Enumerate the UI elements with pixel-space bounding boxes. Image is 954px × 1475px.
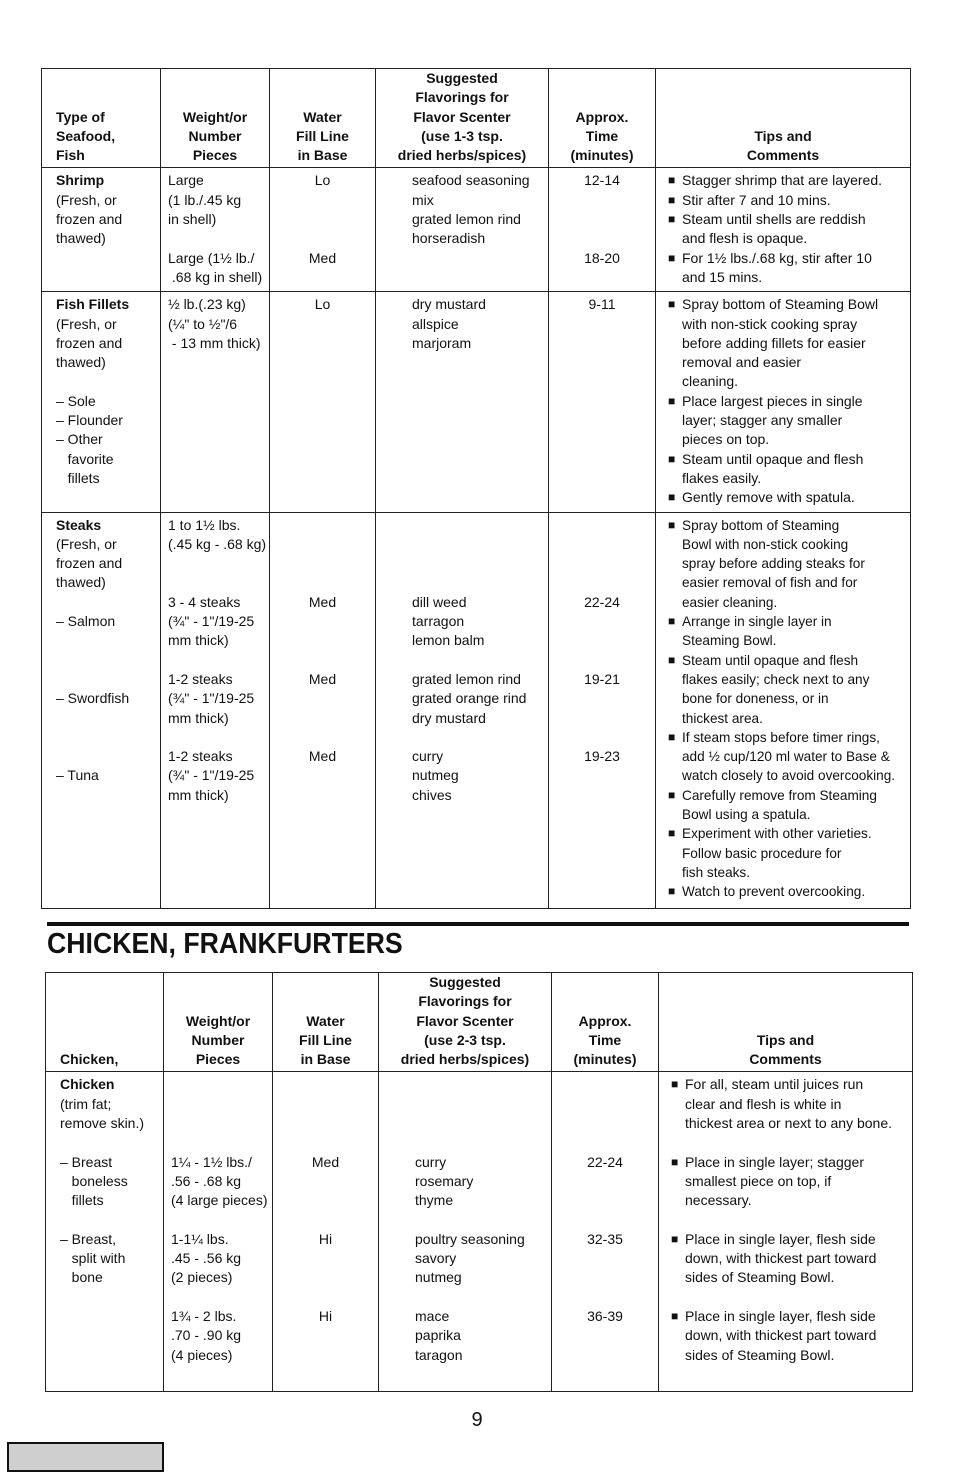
water-text: Lo (314, 296, 331, 313)
flavorings-text: curry rosemary thyme poultry seasoning savory nutmeg mace paprika taragon (415, 1153, 525, 1363)
type-title: Shrimp (56, 172, 105, 189)
bullet-icon: ■ (668, 826, 676, 841)
tip-item (668, 786, 910, 825)
footer-box (7, 1442, 164, 1472)
tip-text: For 1½ lbs./.68 kg, stir after 10 and 15 mins. (682, 249, 872, 285)
tip-text: Place in single layer, flesh side down, with thickest part toward sides of Steaming Bowl. (685, 1230, 877, 1286)
type-text: (Fresh, or frozen and thawed) – Sole – Flounder – Other favorite fillets (56, 315, 123, 486)
tips-list (659, 1072, 912, 1368)
tip-text: Carefully remove from Steaming Bowl using a spatula. (682, 787, 877, 822)
table-row-steaks (42, 512, 911, 908)
time-text: 9-11 (588, 296, 616, 313)
bullet-icon: ■ (668, 297, 676, 312)
section-title: CHICKEN, FRANKFURTERS (47, 928, 403, 960)
header-chicken: Chicken, (46, 973, 164, 1072)
bullet-icon: ■ (671, 1154, 679, 1169)
tip-text: Stagger shrimp that are layered. (682, 172, 882, 189)
tip-item (668, 612, 910, 651)
bullet-icon: ■ (668, 192, 676, 207)
type-title: Steaks (56, 516, 102, 533)
tip-text: Place in single layer; stagger smallest piece on top, if necessary. (685, 1153, 864, 1209)
tip-item (671, 1307, 912, 1365)
type-text: (Fresh, or frozen and thawed) – Salmon – Swordfish – Tuna (56, 535, 130, 784)
tip-item (668, 191, 910, 210)
tip-item (668, 651, 910, 728)
time-text: 12-14 18-20 (584, 172, 620, 266)
table-row-shrimp (42, 168, 911, 292)
tip-item (668, 249, 910, 288)
tip-text: Steam until opaque and flesh flakes easily. (682, 450, 864, 486)
chicken-header-row (46, 973, 913, 1072)
bullet-icon: ■ (668, 614, 676, 629)
section-rule (47, 922, 909, 926)
flavorings-text: dry mustard allspice marjoram (412, 296, 486, 351)
bullet-icon: ■ (668, 517, 676, 532)
tip-item (668, 450, 910, 489)
bullet-icon: ■ (671, 1077, 679, 1092)
type-title: Fish Fillets (56, 296, 130, 313)
flavorings-text: dill weed tarragon lemon balm grated lemon rind grated orange rind dry mustard curry nutmeg chives (412, 593, 527, 803)
tip-text: Spray bottom of Steaming Bowl with non-stick cooking spray before adding fillets for easier removal and easier cleaning. (682, 296, 879, 390)
tip-text: Gently remove with spatula. (682, 489, 855, 506)
tip-item (668, 516, 910, 612)
bullet-icon: ■ (668, 212, 676, 227)
tip-text: Watch to prevent overcooking. (682, 884, 866, 900)
tip-text: Stir after 7 and 10 mins. (682, 191, 831, 208)
water-text: Med Med Med (308, 593, 337, 765)
tips-list (656, 513, 910, 906)
tip-text: Arrange in single layer in Steaming Bowl. (682, 614, 832, 649)
tip-item (668, 210, 910, 249)
weight-text: 1¼ - 1½ lbs./ .56 - .68 kg (4 large pieces) 1-1¼ lbs. .45 - .56 kg (2 pieces) 1¾ - 2 lbs. .70 - .90 kg (4 pieces) (171, 1153, 268, 1363)
bullet-icon: ■ (668, 729, 676, 744)
bullet-icon: ■ (668, 173, 676, 188)
tip-item (668, 488, 910, 507)
type-text: (Fresh, or frozen and thawed) (56, 191, 123, 247)
tips-list (656, 168, 910, 291)
tip-text: Steam until shells are reddish and flesh is opaque. (682, 211, 866, 247)
bullet-icon: ■ (668, 787, 676, 802)
header-flavorings: Suggested Flavorings for Flavor Scenter (use 2-3 tsp. dried herbs/spices) (379, 973, 552, 1072)
page-number: 9 (471, 1409, 483, 1431)
tip-item (668, 295, 910, 391)
tip-text: Spray bottom of Steaming Bowl with non-stick cooking spray before adding steaks for easier removal of fish and for easier cleaning. (682, 517, 865, 610)
seafood-table (41, 68, 911, 909)
header-time: Approx. Time (minutes) (552, 973, 659, 1072)
weight-text: 1 to 1½ lbs. (.45 kg - .68 kg) 3 - 4 steaks (¾" - 1"/19-25 mm thick) 1-2 steaks (¾" - 1"/19-25 mm thick) 1-2 steaks (¾" - 1"/19-25 mm thick) (168, 516, 267, 803)
tip-item (668, 392, 910, 450)
weight-text: Large (1 lb./.45 kg in shell) Large (1½ lb./ .68 kg in shell) (168, 172, 263, 285)
bullet-icon: ■ (668, 393, 676, 408)
tip-text: If steam stops before timer rings, add ½ cup/120 ml water to Base & watch closely to avoid overcooking. (682, 729, 896, 784)
tip-text: Place in single layer, flesh side down, with thickest part toward sides of Steaming Bowl. (685, 1308, 877, 1363)
table-row-fish-fillets (42, 292, 911, 512)
time-text: 22-24 19-21 19-23 (584, 593, 620, 765)
tip-item (671, 1075, 912, 1133)
chicken-table (45, 972, 913, 1392)
bullet-icon: ■ (668, 250, 676, 265)
flavorings-text: seafood seasoning mix grated lemon rind horseradish (412, 172, 530, 247)
water-text: Med Hi Hi (311, 1153, 340, 1325)
tip-item (668, 824, 910, 882)
tip-item (671, 1153, 912, 1211)
bullet-icon: ■ (671, 1309, 679, 1324)
tip-text: For all, steam until juices run clear and flesh is white in thickest area or next to any bone. (685, 1076, 893, 1132)
tips-list (656, 292, 910, 511)
header-tips: Tips and Comments (656, 69, 911, 168)
header-flavorings: Suggested Flavorings for Flavor Scenter (use 1-3 tsp. dried herbs/spices) (376, 69, 549, 168)
tip-text: Steam until opaque and flesh flakes easily; check next to any bone for doneness, or in thickest area. (682, 652, 870, 726)
tip-item (668, 171, 910, 190)
tip-text: Experiment with other varieties. Follow basic procedure for fish steaks. (682, 826, 872, 880)
table-row-chicken (46, 1072, 913, 1392)
weight-text: ½ lb.(.23 kg) (¼" to ½"/6 - 13 mm thick) (168, 296, 261, 351)
bullet-icon: ■ (668, 490, 676, 505)
header-tips: Tips and Comments (659, 973, 913, 1072)
tip-item (671, 1230, 912, 1288)
type-title: Chicken (60, 1076, 115, 1093)
tip-text: Place largest pieces in single layer; stagger any smaller pieces on top. (682, 392, 863, 448)
water-text: Lo Med (308, 172, 337, 266)
bullet-icon: ■ (671, 1231, 679, 1246)
time-text: 22-24 32-35 36-39 (587, 1153, 623, 1325)
header-water: Water Fill Line in Base (273, 973, 379, 1072)
type-text: (trim fat; remove skin.) – Breast boneless fillets – Breast, split with bone (60, 1095, 145, 1286)
header-water: Water Fill Line in Base (270, 69, 376, 168)
bullet-icon: ■ (668, 652, 676, 667)
header-type: Type of Seafood, Fish (42, 69, 161, 168)
bullet-icon: ■ (668, 451, 676, 466)
header-weight: Weight/or Number Pieces (161, 69, 270, 168)
bullet-icon: ■ (668, 884, 676, 899)
tip-item (668, 728, 910, 786)
header-weight: Weight/or Number Pieces (164, 973, 273, 1072)
tip-item (668, 882, 910, 901)
header-time: Approx. Time (minutes) (549, 69, 656, 168)
seafood-header-row (42, 69, 911, 168)
